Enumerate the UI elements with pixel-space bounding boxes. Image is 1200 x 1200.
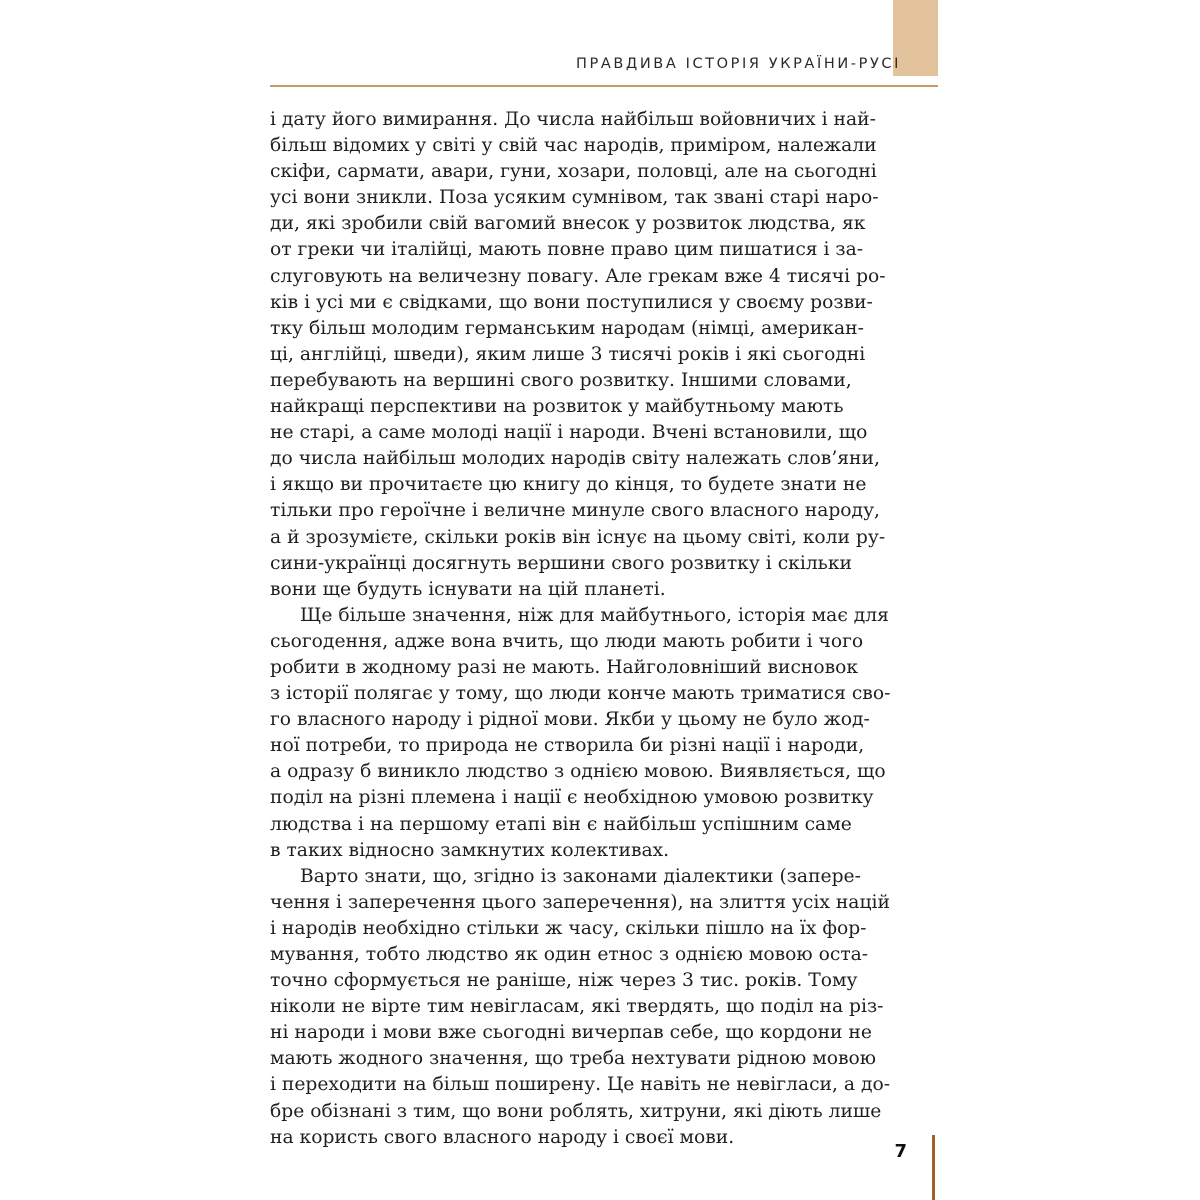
text-line: ніколи не вірте тим невігласам, які твердять, що поділ на різ- xyxy=(270,996,884,1018)
paragraph xyxy=(270,603,891,864)
text-line: го власного народу і рідної мови. Якби у цьому не було жод- xyxy=(270,709,870,731)
text-line: усі вони зникли. Поза усяким сумнівом, так звані старі наро- xyxy=(270,187,879,209)
text-line: і переходити на більш поширену. Це навіть не невігласи, а до- xyxy=(270,1074,891,1096)
text-line: в таких відносно замкнутих колективах. xyxy=(270,839,670,861)
text-line: точно сформується не раніше, ніж через 3 тис. років. Тому xyxy=(270,970,858,992)
text-line: ної потреби, то природа не створила би різні нації і народи, xyxy=(270,735,865,757)
text-line: а й зрозумієте, скільки років він існує на цьому світі, коли ру- xyxy=(270,526,886,548)
text-line: і народів необхідно стільки ж часу, скільки пішло на їх фор- xyxy=(270,917,867,939)
text-line: сьогодення, адже вона вчить, що люди мають робити і чого xyxy=(270,630,864,652)
body-text xyxy=(270,107,891,1151)
text-line: ні народи і мови вже сьогодні вичерпав себе, що кордони не xyxy=(270,1022,872,1044)
text-line: перебувають на вершині свого розвитку. Іншими словами, xyxy=(270,369,852,391)
text-line: поділ на різні племена і нації є необхідною умовою розвитку xyxy=(270,787,874,809)
text-line: найкращі перспективи на розвиток у майбутньому мають xyxy=(270,396,844,418)
text-line: вони ще будуть існувати на цій планеті. xyxy=(270,578,666,600)
running-header-title: ПРАВДИВА ІСТОРІЯ УКРАЇНИ-РУСІ xyxy=(576,56,901,72)
page-number: 7 xyxy=(894,1141,907,1162)
text-line: робити в жодному разі не мають. Найголовніший висновок xyxy=(270,656,859,678)
paragraph xyxy=(270,864,891,1151)
text-line: тку більш молодим германським народам (німці, американ- xyxy=(270,317,864,339)
paragraph xyxy=(270,107,886,603)
text-line: на користь свого власного народу і своєї мови. xyxy=(270,1126,735,1148)
text-line: чення і заперечення цього заперечення), на злиття усіх націй xyxy=(270,891,890,913)
text-line: от греки чи італійці, мають повне право цим пишатися і за- xyxy=(270,239,864,261)
text-line: сини-українці досягнуть вершини свого розвитку і скільки xyxy=(270,552,852,574)
text-line: і якщо ви прочитаєте цю книгу до кінця, то будете знати не xyxy=(270,474,867,496)
text-line: ди, які зробили свій вагомий внесок у розвиток людства, як xyxy=(270,213,866,235)
text-line: не старі, а саме молоді нації і народи. Вчені встановили, що xyxy=(270,422,868,444)
text-line: Варто знати, що, згідно із законами діалектики (запере- xyxy=(300,865,861,887)
text-line: ці, англійці, шведи), яким лише 3 тисячі років і які сьогодні xyxy=(270,343,866,365)
text-line: більш відомих у світі у свій час народів, приміром, належали xyxy=(270,135,877,157)
header-rule xyxy=(270,85,938,87)
text-line: скіфи, сармати, авари, гуни, хозари, половці, але на сьогодні xyxy=(270,161,877,183)
text-line: ків і усі ми є свідками, що вони поступилися у своєму розви- xyxy=(270,291,873,313)
text-line: Ще більше значення, ніж для майбутнього, історія має для xyxy=(300,604,889,626)
text-line: мування, тобто людство як один етнос з однією мовою оста- xyxy=(270,944,869,965)
text-line: тільки про героїчне і величне минуле свого власного народу, xyxy=(270,500,880,522)
text-line: а одразу б виникло людство з однією мовою. Виявляється, що xyxy=(270,761,886,783)
page-side-rule xyxy=(932,1135,935,1200)
text-line: і дату його вимирання. До числа найбільш войовничих і най- xyxy=(270,109,876,130)
text-line: бре обізнані з тим, що вони роблять, хитруни, які діють лише xyxy=(270,1100,882,1122)
text-line: людства і на першому етапі він є найбільш успішним саме xyxy=(270,813,852,835)
text-line: мають жодного значення, що треба нехтувати рідною мовою xyxy=(270,1048,877,1070)
text-line: слуговують на величезну повагу. Але грекам вже 4 тисячі ро- xyxy=(270,265,886,287)
text-line: до числа найбільш молодих народів світу належать слов’яни, xyxy=(270,448,880,470)
text-line: з історії полягає у тому, що люди конче мають триматися сво- xyxy=(270,683,891,705)
